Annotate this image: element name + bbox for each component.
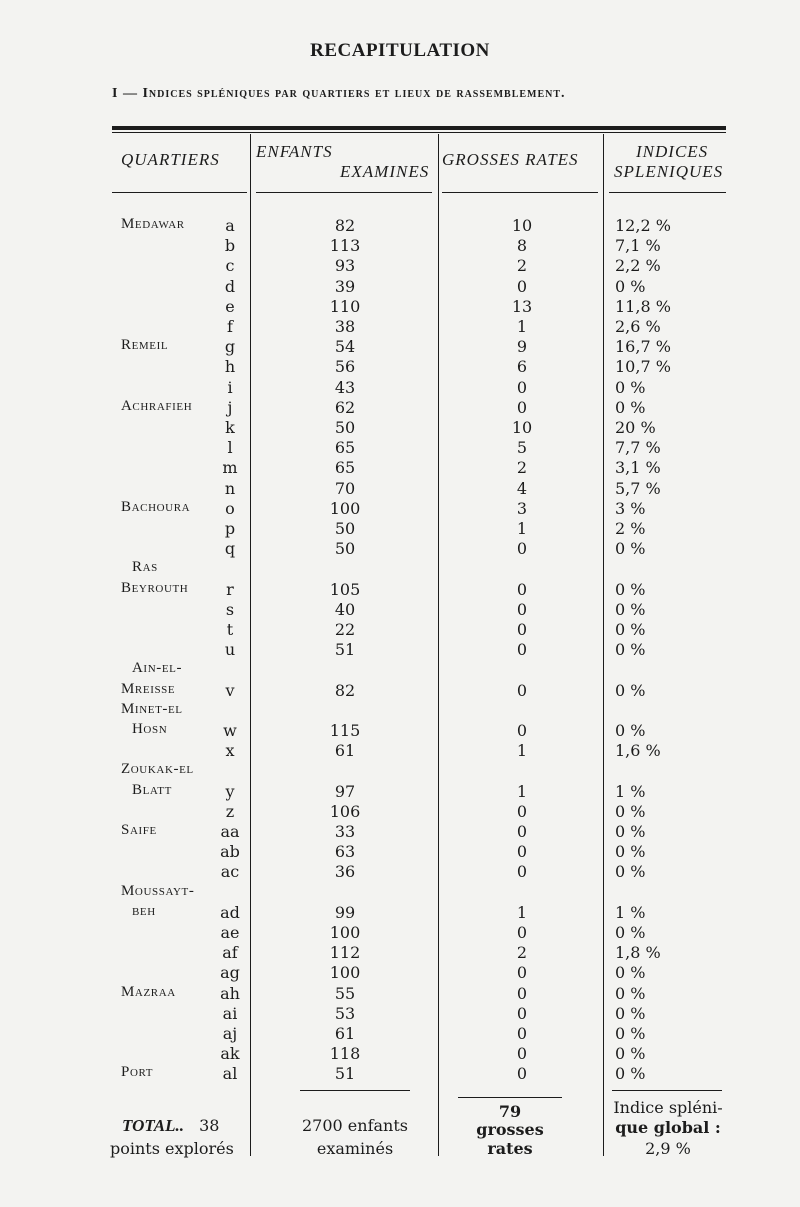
rates-cell: 2	[516, 458, 528, 478]
indice-cell: 0 %	[615, 1024, 646, 1043]
table-row	[0, 903, 800, 923]
enfants-cell: 105	[329, 579, 361, 599]
enfants-cell: 53	[334, 1003, 356, 1023]
table-row	[0, 1024, 800, 1044]
indice-cell: 2,2 %	[615, 256, 661, 276]
letter-cell: n	[224, 478, 236, 498]
enfants-cell: 63	[334, 842, 356, 862]
table-row	[0, 802, 800, 822]
header-underline	[112, 192, 247, 193]
indice-cell: 2,6 %	[615, 317, 661, 336]
indice-cell: 0 %	[615, 640, 646, 660]
header-spleniques: SPLENIQUES	[614, 162, 724, 181]
table-row	[0, 761, 800, 781]
rates-cell: 0	[516, 963, 528, 983]
total-points-count: 38	[199, 1116, 220, 1135]
enfants-cell: 99	[334, 902, 356, 922]
table-row	[0, 963, 800, 983]
page-title: RECAPITULATION	[310, 40, 490, 61]
letter-cell: o	[225, 498, 235, 518]
letter-cell: i	[227, 377, 233, 397]
total-label: TOTAL..	[122, 1116, 185, 1135]
indice-cell: 0 %	[615, 276, 646, 296]
letter-cell: w	[223, 721, 237, 740]
enfants-cell: 51	[334, 1064, 356, 1084]
enfants-cell: 113	[329, 236, 361, 256]
table-row	[0, 418, 800, 438]
total-rule	[300, 1090, 410, 1091]
total-indice-value: 2,9 %	[645, 1139, 691, 1158]
indice-cell: 11,8 %	[615, 296, 671, 316]
header-rule-thick	[112, 126, 726, 130]
rates-cell: 2	[516, 943, 528, 963]
enfants-cell: 54	[334, 337, 356, 357]
enfants-cell: 97	[334, 781, 356, 801]
letter-cell: d	[224, 276, 236, 296]
rates-cell: 0	[516, 1044, 528, 1064]
letter-cell: ad	[220, 902, 240, 922]
letter-cell: c	[225, 256, 235, 276]
total-rates-count: 79	[498, 1102, 522, 1121]
table-row	[0, 1044, 800, 1064]
quartier-cell: Achrafieh	[121, 397, 193, 414]
table-row	[0, 741, 800, 761]
table-row	[0, 580, 800, 600]
letter-cell: v	[225, 680, 235, 700]
indice-cell: 1 %	[615, 902, 646, 922]
quartier-cell: Beyrouth	[121, 579, 189, 596]
table-row	[0, 539, 800, 559]
quartier-cell: Medawar	[121, 216, 185, 232]
enfants-cell: 50	[334, 418, 356, 437]
quartier-cell: Hosn	[132, 721, 168, 737]
table-row	[0, 438, 800, 458]
table-row	[0, 660, 800, 680]
indice-cell: 0 %	[615, 539, 646, 559]
total-indice-line2: que global :	[615, 1118, 721, 1137]
enfants-cell: 65	[334, 458, 356, 478]
quartier-cell: Mazraa	[121, 983, 176, 1000]
indice-cell: 0 %	[615, 377, 646, 397]
letter-cell: u	[224, 640, 236, 660]
table-row	[0, 519, 800, 539]
letter-cell: af	[222, 943, 238, 963]
indice-cell: 0 %	[615, 721, 646, 740]
rates-cell: 0	[516, 822, 528, 841]
enfants-cell: 61	[334, 1024, 356, 1043]
rates-cell: 0	[516, 397, 528, 417]
rates-cell: 0	[516, 1064, 528, 1084]
enfants-cell: 36	[334, 862, 356, 882]
quartier-cell: Ras	[132, 559, 158, 576]
letter-cell: ak	[220, 1044, 240, 1064]
indice-cell: 0 %	[615, 1044, 646, 1064]
quartier-cell: Port	[121, 1064, 154, 1081]
enfants-cell: 51	[334, 640, 356, 660]
enfants-cell: 33	[334, 822, 356, 841]
enfants-cell: 100	[329, 963, 361, 983]
table-row	[0, 337, 800, 357]
header-grosses-rates: GROSSES RATES	[442, 150, 579, 169]
letter-cell: j	[227, 397, 233, 417]
header-examines: EXAMINES	[340, 162, 430, 181]
enfants-cell: 50	[334, 519, 356, 538]
enfants-cell: 110	[329, 296, 361, 316]
rates-cell: 0	[516, 640, 528, 660]
rates-cell: 10	[511, 216, 533, 235]
total-indice-line1: Indice spléni-	[613, 1098, 723, 1117]
letter-cell: m	[222, 458, 238, 478]
table-row	[0, 357, 800, 377]
letter-cell: ah	[220, 983, 240, 1003]
rates-cell: 0	[516, 579, 528, 599]
quartier-cell: Moussayt-	[121, 882, 195, 899]
indice-cell: 0 %	[615, 822, 646, 841]
table-row	[0, 378, 800, 398]
table-row	[0, 923, 800, 943]
rates-cell: 0	[516, 599, 528, 619]
enfants-cell: 115	[329, 721, 361, 740]
total-rule	[612, 1090, 722, 1091]
enfants-cell: 112	[329, 943, 361, 963]
rates-cell: 9	[516, 337, 528, 357]
enfants-cell: 118	[329, 1044, 361, 1064]
letter-cell: k	[225, 418, 235, 437]
rates-cell: 0	[516, 983, 528, 1003]
table-row	[0, 600, 800, 620]
enfants-cell: 43	[334, 377, 356, 397]
indice-cell: 0 %	[615, 983, 646, 1003]
total-examines: examinés	[316, 1139, 394, 1158]
enfants-cell: 65	[334, 438, 356, 458]
enfants-cell: 38	[334, 317, 356, 336]
indice-cell: 20 %	[615, 418, 656, 437]
letter-cell: x	[225, 741, 235, 761]
rates-cell: 0	[516, 1003, 528, 1023]
enfants-cell: 55	[334, 983, 356, 1003]
rates-cell: 3	[516, 498, 528, 518]
total-enfants: 2700 enfants	[302, 1116, 408, 1135]
indice-cell: 0 %	[615, 620, 646, 639]
table-row	[0, 984, 800, 1004]
indice-cell: 1 %	[615, 781, 646, 801]
enfants-cell: 50	[334, 539, 356, 559]
table-row	[0, 1004, 800, 1024]
enfants-cell: 100	[329, 498, 361, 518]
rates-cell: 4	[516, 478, 528, 498]
letter-cell: t	[226, 620, 234, 639]
letter-cell: g	[224, 337, 236, 357]
total-points-text: points explorés	[110, 1139, 234, 1158]
table-row	[0, 620, 800, 640]
letter-cell: y	[225, 781, 235, 801]
enfants-cell: 106	[329, 801, 361, 821]
quartier-cell: beh	[132, 902, 156, 919]
indice-cell: 3,1 %	[615, 458, 661, 478]
rates-cell: 0	[516, 680, 528, 700]
table-row	[0, 782, 800, 802]
quartier-cell: Remeil	[121, 337, 169, 354]
table-row	[0, 479, 800, 499]
table-row	[0, 862, 800, 882]
indice-cell: 0 %	[615, 1003, 646, 1023]
table-row	[0, 216, 800, 236]
letter-cell: q	[224, 539, 236, 559]
header-underline	[609, 192, 726, 193]
table-row	[0, 842, 800, 862]
enfants-cell: 93	[334, 256, 356, 276]
quartier-cell: Zoukak-el	[121, 761, 194, 778]
section-subtitle: I — Indices spléniques par quartiers et lieux de rassemblement.	[112, 86, 566, 101]
rates-cell: 13	[511, 296, 533, 316]
table-row	[0, 1064, 800, 1084]
rates-cell: 5	[516, 438, 528, 458]
rates-cell: 0	[516, 923, 528, 942]
enfants-cell: 100	[329, 923, 361, 942]
letter-cell: ae	[220, 923, 240, 942]
table-row	[0, 256, 800, 276]
indice-cell: 0 %	[615, 397, 646, 417]
letter-cell: l	[227, 438, 233, 458]
indice-cell: 0 %	[615, 923, 646, 942]
quartier-cell: Minet-el	[121, 700, 183, 717]
enfants-cell: 39	[334, 276, 356, 296]
rates-cell: 0	[516, 721, 528, 740]
letter-cell: aj	[222, 1024, 238, 1043]
table-row	[0, 822, 800, 842]
rates-cell: 1	[516, 741, 528, 761]
table-row	[0, 297, 800, 317]
header-enfants: ENFANTS	[256, 142, 333, 161]
indice-cell: 1,6 %	[615, 741, 661, 761]
enfants-cell: 82	[334, 680, 356, 700]
quartier-cell: Saife	[121, 822, 157, 838]
table-row	[0, 883, 800, 903]
letter-cell: b	[224, 236, 236, 256]
indice-cell: 7,1 %	[615, 236, 661, 256]
letter-cell: aa	[220, 822, 240, 841]
rates-cell: 0	[516, 377, 528, 397]
letter-cell: ag	[220, 963, 240, 983]
letter-cell: a	[225, 216, 235, 235]
letter-cell: al	[222, 1064, 238, 1084]
letter-cell: s	[225, 599, 235, 619]
rates-cell: 0	[516, 801, 528, 821]
indice-cell: 2 %	[615, 519, 646, 538]
rates-cell: 0	[516, 276, 528, 296]
indice-cell: 0 %	[615, 963, 646, 983]
indice-cell: 1,8 %	[615, 943, 661, 963]
table-row	[0, 559, 800, 579]
total-rule	[458, 1097, 562, 1098]
indice-cell: 0 %	[615, 579, 646, 599]
letter-cell: ac	[220, 862, 240, 882]
rates-cell: 6	[516, 357, 528, 377]
letter-cell: ai	[222, 1003, 238, 1023]
table-row	[0, 277, 800, 297]
letter-cell: p	[224, 519, 236, 538]
quartier-cell: Ain-el-	[132, 660, 183, 677]
indice-cell: 0 %	[615, 842, 646, 862]
enfants-cell: 70	[334, 478, 356, 498]
table-row	[0, 317, 800, 337]
enfants-cell: 62	[334, 397, 356, 417]
rates-cell: 1	[516, 781, 528, 801]
rates-cell: 1	[516, 519, 528, 538]
rates-cell: 0	[516, 620, 528, 639]
enfants-cell: 61	[334, 741, 356, 761]
total-rates-rates: rates	[487, 1139, 533, 1158]
table-row	[0, 499, 800, 519]
table-row	[0, 640, 800, 660]
indice-cell: 0 %	[615, 801, 646, 821]
table-row	[0, 681, 800, 701]
table-row	[0, 236, 800, 256]
indice-cell: 10,7 %	[615, 357, 671, 377]
rates-cell: 0	[516, 1024, 528, 1043]
indice-cell: 12,2 %	[615, 216, 671, 235]
letter-cell: ab	[220, 842, 240, 862]
header-quartiers: QUARTIERS	[121, 150, 220, 169]
letter-cell: r	[226, 579, 234, 599]
rates-cell: 8	[516, 236, 528, 256]
enfants-cell: 56	[334, 357, 356, 377]
quartier-cell: Blatt	[132, 781, 172, 798]
total-label-line	[122, 1116, 219, 1136]
indice-cell: 5,7 %	[615, 478, 661, 498]
rates-cell: 1	[516, 317, 528, 336]
indice-cell: 16,7 %	[615, 337, 671, 357]
rates-cell: 0	[516, 862, 528, 882]
indice-cell: 0 %	[615, 862, 646, 882]
enfants-cell: 22	[334, 620, 356, 639]
table-row	[0, 943, 800, 963]
letter-cell: z	[225, 801, 235, 821]
quartier-cell: Mreisse	[121, 680, 176, 697]
table-row	[0, 721, 800, 741]
rates-cell: 0	[516, 842, 528, 862]
rates-cell: 1	[516, 902, 528, 922]
table-row	[0, 701, 800, 721]
rates-cell: 0	[516, 539, 528, 559]
letter-cell: h	[224, 357, 236, 377]
indice-cell: 7,7 %	[615, 438, 661, 458]
indice-cell: 0 %	[615, 680, 646, 700]
table-row	[0, 458, 800, 478]
indice-cell: 0 %	[615, 599, 646, 619]
quartier-cell: Bachoura	[121, 498, 191, 515]
header-underline	[442, 192, 598, 193]
header-indices: INDICES	[636, 142, 709, 161]
indice-cell: 3 %	[615, 498, 646, 518]
enfants-cell: 82	[334, 216, 356, 235]
header-rule-thin	[112, 132, 726, 133]
total-rates-grosses: grosses	[476, 1120, 544, 1139]
letter-cell: f	[227, 317, 233, 336]
rates-cell: 2	[516, 256, 528, 276]
indice-cell: 0 %	[615, 1064, 646, 1084]
table-row	[0, 398, 800, 418]
header-underline	[256, 192, 432, 193]
letter-cell: e	[225, 296, 235, 316]
enfants-cell: 40	[334, 599, 356, 619]
rates-cell: 10	[511, 418, 533, 437]
